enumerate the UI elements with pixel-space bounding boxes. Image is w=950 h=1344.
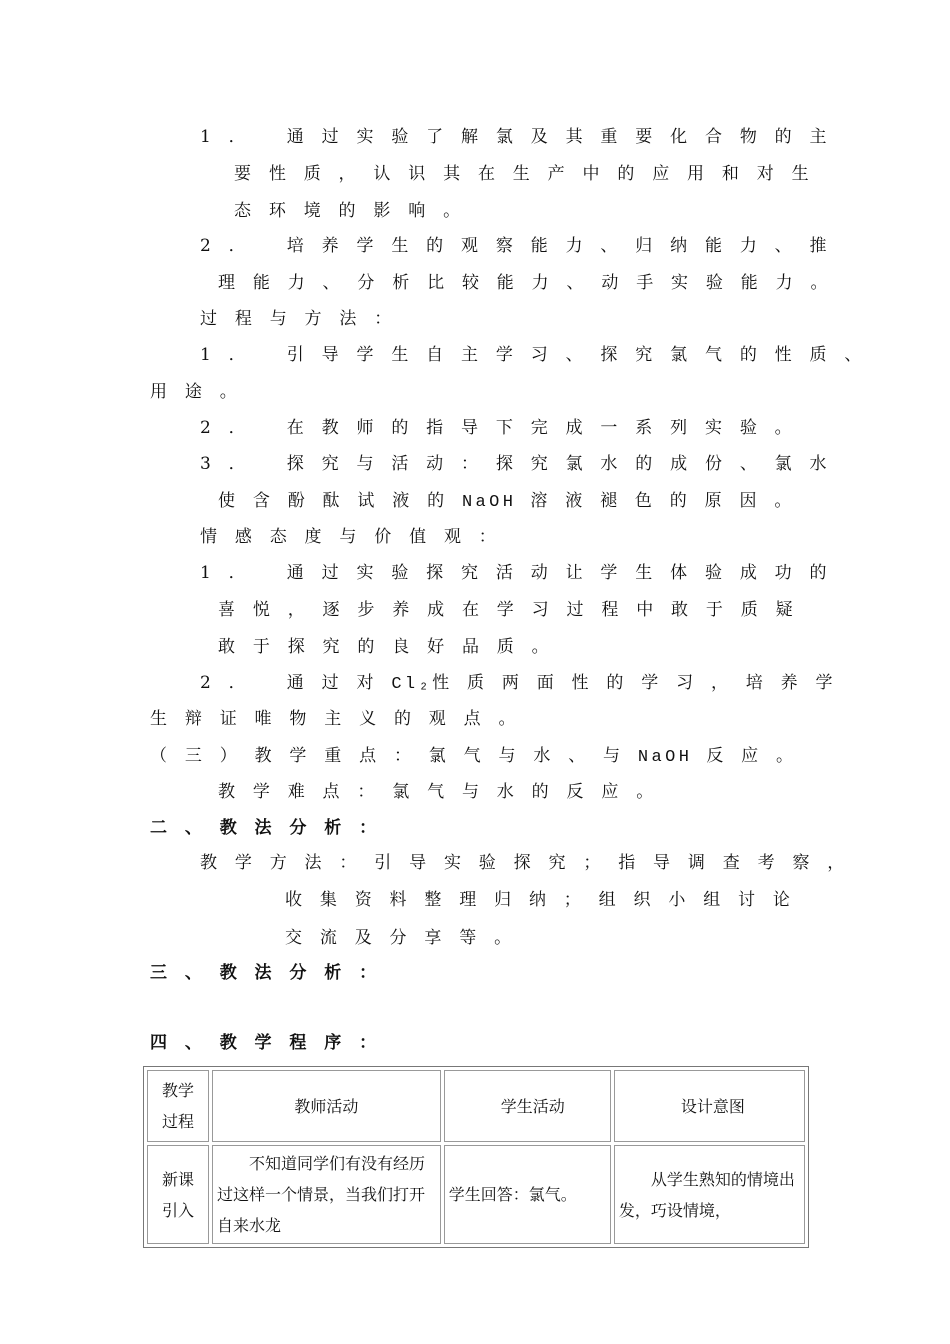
text-fragment: （三）教学重点：氯气与水、与: [150, 746, 638, 766]
text-line: 2． 在教师的指导下完成一系列实验。: [200, 418, 810, 438]
header-student: 学生活动: [444, 1070, 611, 1142]
formula-cl2: Cl₂: [391, 675, 433, 694]
text-line: 交流及分享等。: [285, 928, 529, 948]
text-fragment: 性质两面性的学习，培养学: [432, 673, 851, 693]
text-line: 教学方法：引导实验探究；指导调查考察，: [200, 853, 863, 873]
cell-stage: 新课引入: [147, 1145, 209, 1244]
text-fragment: 2． 通过对: [200, 673, 392, 693]
text-line: 3． 探究与活动：探究氯水的成份、氯水: [200, 454, 845, 474]
text-line: 敢于探究的良好品质。: [218, 637, 567, 657]
formula-naoh: NaOH: [461, 493, 517, 512]
header-stage: 教学过程: [147, 1070, 209, 1142]
text-line: 教学难点：氯气与水的反应。: [218, 782, 672, 802]
text-line: [218, 490, 809, 514]
text-line: 态环境的影响。: [234, 201, 478, 221]
text-line: 要性质，认识其在生产中的应用和对生: [234, 164, 827, 184]
formula-naoh: NaOH: [637, 748, 693, 767]
text-line: [150, 745, 811, 769]
cell-student: 学生回答：氯气。: [444, 1145, 611, 1244]
header-teacher: 教师活动: [212, 1070, 441, 1142]
section-heading: 情感态度与价值观：: [200, 527, 514, 547]
header-intent: 设计意图: [614, 1070, 805, 1142]
text-line: [200, 672, 850, 696]
cell-intent: 从学生熟知的情境出发，巧设情境，: [614, 1145, 805, 1244]
text-line: 理能力、分析比较能力、动手实验能力。: [218, 273, 846, 293]
text-line: 1． 通过实验探究活动让学生体验成功的: [200, 563, 845, 583]
section-heading: 二、教法分析：: [150, 818, 394, 838]
text-line: 用途。: [150, 382, 255, 402]
text-line: 1． 引导学生自主学习、探究氯气的性质、: [200, 345, 880, 365]
text-line: 收集资料整理归纳；组织小组讨论: [285, 890, 808, 910]
text-line: 喜悦，逐步养成在学习过程中敢于质疑: [218, 600, 811, 620]
text-fragment: 反应。: [706, 746, 811, 766]
text-line: 2． 培养学生的观察能力、归纳能力、推: [200, 236, 845, 256]
section-heading: 三、教法分析：: [150, 963, 394, 983]
text-fragment: 溶液褪色的原因。: [530, 491, 810, 511]
text-fragment: 使含酚酞试液的: [218, 491, 462, 511]
table-header-row: [147, 1070, 805, 1142]
text-line: 1． 通过实验了解氯及其重要化合物的主: [200, 127, 845, 147]
section-heading: 过程与方法：: [200, 309, 410, 329]
cell-teacher: 不知道同学们有没有经历过这样一个情景，当我们打开自来水龙: [212, 1145, 441, 1244]
table-row: [147, 1145, 805, 1244]
section-heading: 四、教学程序：: [150, 1033, 394, 1053]
text-line: 生辩证唯物主义的观点。: [150, 709, 534, 729]
teaching-program-table: [143, 1066, 809, 1248]
